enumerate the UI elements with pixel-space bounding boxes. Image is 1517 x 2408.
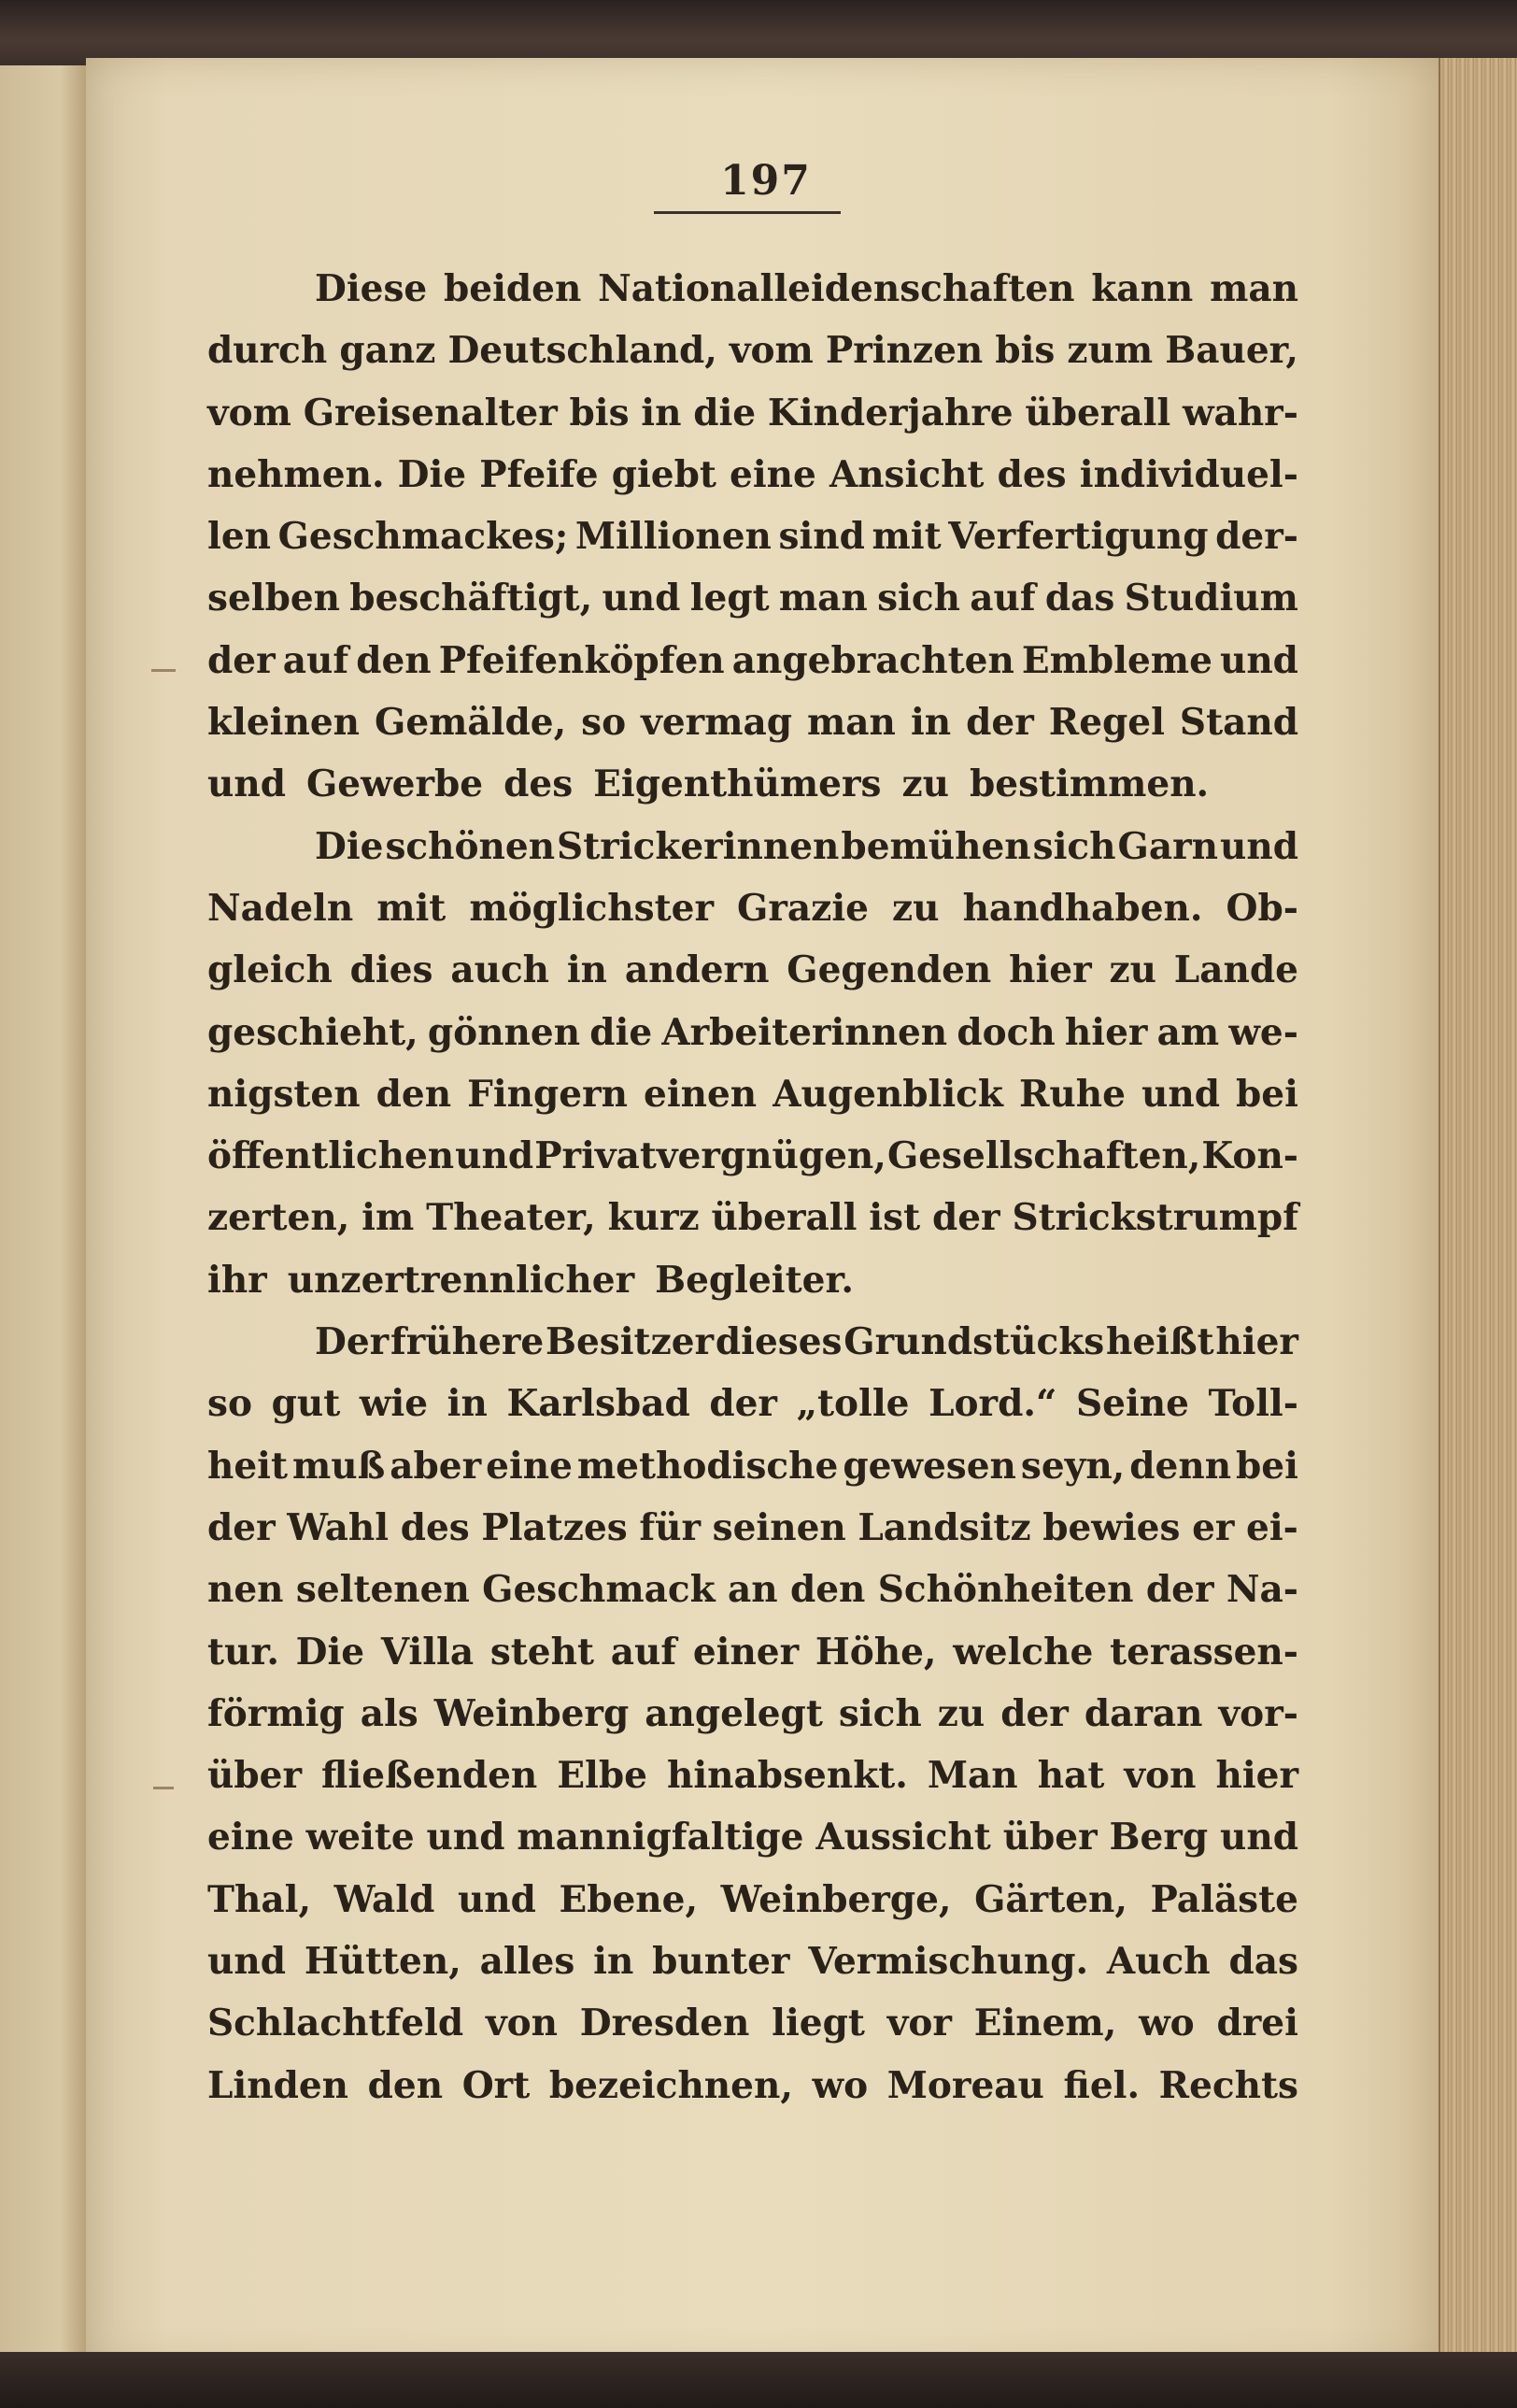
binding-bottom-edge bbox=[0, 2352, 1517, 2408]
word: möglichster bbox=[469, 886, 714, 930]
word: man bbox=[807, 701, 896, 745]
word: andern bbox=[624, 948, 770, 992]
word: Schlachtfeld bbox=[207, 2002, 464, 2045]
word: mannigfaltige bbox=[517, 1816, 804, 1859]
word: Nadeln bbox=[207, 886, 354, 930]
word: sich bbox=[838, 1691, 922, 1735]
word: individuel- bbox=[1079, 452, 1298, 496]
word: und bbox=[457, 1877, 536, 1921]
word: frühere bbox=[390, 1320, 545, 1364]
text-line bbox=[207, 1931, 1298, 1992]
word: selben bbox=[207, 577, 341, 620]
word: eine bbox=[730, 452, 816, 496]
word: Villa bbox=[380, 1630, 475, 1674]
word: Pfeife bbox=[479, 452, 599, 496]
word: handhaben. bbox=[962, 886, 1203, 930]
page-stack-edge bbox=[1439, 58, 1517, 2366]
word: ganz bbox=[339, 329, 436, 373]
word: angelegt bbox=[645, 1691, 823, 1735]
word: Weinberge, bbox=[720, 1877, 952, 1921]
word: Ob- bbox=[1226, 886, 1298, 930]
word: und bbox=[1220, 824, 1298, 868]
word: sind bbox=[778, 515, 865, 559]
word: Begleiter. bbox=[655, 1258, 854, 1302]
word: Rechts bbox=[1158, 2063, 1298, 2107]
word: das bbox=[1044, 577, 1115, 620]
word: von bbox=[1124, 1754, 1197, 1798]
word: ihr bbox=[207, 1258, 267, 1302]
word: man bbox=[778, 577, 868, 620]
text-line bbox=[207, 1559, 1298, 1620]
word: Arbeiterinnen bbox=[661, 1010, 948, 1054]
word: angebrachten bbox=[731, 638, 1014, 682]
text-line bbox=[207, 382, 1298, 444]
word: Kon- bbox=[1201, 1134, 1298, 1178]
text-line bbox=[207, 506, 1298, 567]
word: Prinzen bbox=[825, 329, 984, 373]
word: beschäftigt, bbox=[349, 577, 593, 620]
word: so bbox=[207, 1382, 252, 1426]
word: man bbox=[1210, 267, 1298, 310]
word: gleich bbox=[207, 948, 333, 992]
word: heit bbox=[207, 1444, 288, 1488]
word: Grundstücks bbox=[844, 1320, 1105, 1364]
word: we- bbox=[1228, 1010, 1298, 1054]
word: Strickerinnen bbox=[557, 824, 840, 868]
body-text bbox=[207, 258, 1298, 2116]
word: bestimmen. bbox=[969, 762, 1210, 806]
word: gewesen bbox=[843, 1444, 1016, 1488]
word: der bbox=[1145, 1568, 1214, 1612]
word: und bbox=[1220, 1816, 1298, 1859]
word: Der bbox=[315, 1320, 390, 1364]
word: Paläste bbox=[1150, 1877, 1298, 1921]
word: „tolle bbox=[796, 1382, 910, 1426]
text-line bbox=[207, 1249, 1298, 1311]
word: hier bbox=[1215, 1754, 1298, 1798]
margin-mark bbox=[153, 1787, 174, 1789]
text-line bbox=[207, 691, 1298, 753]
word: unzertrennlicher bbox=[287, 1258, 635, 1302]
margin-mark bbox=[151, 669, 176, 672]
word: die bbox=[589, 1010, 653, 1054]
text-line bbox=[207, 630, 1298, 691]
word: über bbox=[1002, 1816, 1098, 1859]
word: Greisenalter bbox=[303, 391, 558, 435]
word: förmig bbox=[207, 1691, 345, 1735]
word: hier bbox=[1009, 948, 1092, 992]
word: Gemälde, bbox=[375, 701, 567, 745]
word: zu bbox=[901, 762, 949, 806]
word: zu bbox=[892, 886, 940, 930]
word: der bbox=[1000, 1691, 1069, 1735]
word: muß bbox=[291, 1444, 386, 1488]
text-line bbox=[207, 816, 1298, 877]
word: Die bbox=[295, 1630, 365, 1674]
word: bunter bbox=[652, 1940, 790, 1984]
word: in bbox=[566, 948, 608, 992]
previous-page-edge bbox=[0, 65, 89, 2359]
text-line bbox=[207, 877, 1298, 939]
word: für bbox=[639, 1505, 702, 1549]
word: gönnen bbox=[427, 1010, 581, 1054]
word: terassen- bbox=[1110, 1630, 1298, 1674]
word: öffentlichen bbox=[207, 1134, 455, 1178]
text-line bbox=[207, 1187, 1298, 1248]
word: zerten, bbox=[207, 1196, 350, 1240]
word: Ansicht bbox=[829, 452, 985, 496]
word: überall bbox=[1025, 391, 1171, 435]
word: weite bbox=[305, 1816, 415, 1859]
text-line bbox=[207, 444, 1298, 506]
word: den bbox=[367, 2063, 444, 2107]
word: alles bbox=[479, 1940, 575, 1984]
word: Pfeifenköpfen bbox=[438, 638, 725, 682]
word: denn bbox=[1129, 1444, 1232, 1488]
word: geschieht, bbox=[207, 1010, 418, 1054]
word: Die bbox=[397, 452, 467, 496]
word: tur. bbox=[207, 1630, 279, 1674]
text-line bbox=[207, 1125, 1298, 1187]
word: Die bbox=[315, 824, 384, 868]
word: Bauer, bbox=[1165, 329, 1298, 373]
word: Karlsbad bbox=[506, 1382, 690, 1426]
word: Schönheiten bbox=[877, 1568, 1134, 1612]
word: Embleme bbox=[1021, 638, 1212, 682]
word: doch bbox=[957, 1010, 1056, 1054]
word: drei bbox=[1216, 2002, 1298, 2045]
text-line bbox=[207, 1683, 1298, 1745]
word: vor bbox=[886, 2002, 952, 2045]
word: bis bbox=[995, 329, 1056, 373]
word: Deutschland, bbox=[447, 329, 717, 373]
word: Regel bbox=[1048, 701, 1165, 745]
word: Lande bbox=[1173, 948, 1298, 992]
word: wo bbox=[1139, 2002, 1195, 2045]
word: bemühen bbox=[841, 824, 1031, 868]
text-line bbox=[207, 1311, 1298, 1373]
word: der bbox=[207, 1505, 276, 1549]
word: einer bbox=[692, 1630, 800, 1674]
word: des bbox=[400, 1505, 470, 1549]
word: er bbox=[1192, 1505, 1235, 1549]
word: welche bbox=[953, 1630, 1094, 1674]
word: die bbox=[693, 391, 757, 435]
word: so bbox=[581, 701, 627, 745]
word: Wahl bbox=[287, 1505, 390, 1549]
word: und bbox=[207, 762, 286, 806]
word: dies bbox=[349, 948, 433, 992]
text-line bbox=[207, 1063, 1298, 1125]
word: zu bbox=[1109, 948, 1156, 992]
word: in bbox=[910, 701, 952, 745]
word: Augenblick bbox=[773, 1072, 1003, 1116]
text-line bbox=[207, 1002, 1298, 1063]
word: an bbox=[727, 1568, 778, 1612]
word: auf bbox=[282, 638, 349, 682]
word: Platzes bbox=[481, 1505, 628, 1549]
word: der bbox=[931, 1196, 1000, 1240]
page-number-rule bbox=[654, 211, 841, 214]
word: Privatvergnügen, bbox=[534, 1134, 886, 1178]
word: daran bbox=[1084, 1691, 1203, 1735]
word: Ort bbox=[461, 2063, 531, 2107]
word: Thal, bbox=[207, 1877, 312, 1921]
word: bei bbox=[1236, 1444, 1298, 1488]
word: und bbox=[426, 1816, 505, 1859]
text-line bbox=[207, 939, 1298, 1001]
word: hier bbox=[1064, 1010, 1148, 1054]
word: kleinen bbox=[207, 701, 360, 745]
word: fließenden bbox=[321, 1754, 538, 1798]
word: fiel. bbox=[1063, 2063, 1141, 2107]
word: nehmen. bbox=[207, 452, 385, 496]
word: Strickstrumpf bbox=[1012, 1196, 1298, 1240]
text-line bbox=[207, 320, 1298, 381]
word: schönen bbox=[385, 824, 556, 868]
word: auch bbox=[450, 948, 550, 992]
word: der bbox=[207, 638, 276, 682]
word: dieses bbox=[715, 1320, 843, 1364]
word: Einem, bbox=[973, 2002, 1117, 2045]
word: Besitzer bbox=[546, 1320, 715, 1364]
word: aber bbox=[390, 1444, 482, 1488]
word: und bbox=[207, 1940, 286, 1984]
text-line bbox=[207, 258, 1298, 320]
word: als bbox=[360, 1691, 418, 1735]
word: giebt bbox=[611, 452, 716, 496]
word: steht bbox=[489, 1630, 594, 1674]
word: Stand bbox=[1179, 701, 1298, 745]
word: hier bbox=[1215, 1320, 1298, 1364]
word: Grazie bbox=[737, 886, 869, 930]
word: Landsitz bbox=[858, 1505, 1031, 1549]
word: Gegenden bbox=[787, 948, 992, 992]
word: Gesellschaften, bbox=[886, 1134, 1201, 1178]
word: bis bbox=[569, 391, 630, 435]
word: zum bbox=[1067, 329, 1154, 373]
word: Fingern bbox=[467, 1072, 628, 1116]
text-line bbox=[207, 1497, 1298, 1559]
text-line bbox=[207, 567, 1298, 629]
word: wahr- bbox=[1182, 391, 1298, 435]
text-line bbox=[207, 1373, 1298, 1434]
text-line bbox=[207, 1435, 1298, 1497]
word: mit bbox=[376, 886, 447, 930]
word: den bbox=[789, 1568, 866, 1612]
word: Aussicht bbox=[815, 1816, 991, 1859]
word: in bbox=[593, 1940, 634, 1984]
word: in bbox=[447, 1382, 488, 1426]
word: bezeichnen, bbox=[548, 2063, 793, 2107]
word: vom bbox=[729, 329, 814, 373]
word: zu bbox=[937, 1691, 985, 1735]
word: Gewerbe bbox=[305, 762, 484, 806]
text-line bbox=[207, 1745, 1298, 1806]
word: Na- bbox=[1226, 1568, 1298, 1612]
word: Dresden bbox=[579, 2002, 750, 2045]
word: Lord.“ bbox=[929, 1382, 1057, 1426]
word: nigsten bbox=[207, 1072, 361, 1116]
word: hinabsenkt. bbox=[667, 1754, 908, 1798]
text-line bbox=[207, 2055, 1298, 2116]
word: seltenen bbox=[295, 1568, 470, 1612]
word: das bbox=[1228, 1940, 1298, 1984]
word: gut bbox=[271, 1382, 341, 1426]
word: der- bbox=[1215, 515, 1298, 559]
word: auf bbox=[970, 577, 1036, 620]
word: und bbox=[455, 1134, 534, 1178]
word: Seine bbox=[1075, 1382, 1189, 1426]
word: Ebene, bbox=[559, 1877, 699, 1921]
word: ist bbox=[869, 1196, 921, 1240]
word: sich bbox=[877, 577, 960, 620]
text-line bbox=[207, 1869, 1298, 1931]
word: in bbox=[641, 391, 682, 435]
word: bewies bbox=[1042, 1505, 1181, 1549]
word: vor- bbox=[1218, 1691, 1298, 1735]
word: Höhe, bbox=[815, 1630, 937, 1674]
word: Eigenthümers bbox=[593, 762, 882, 806]
word: vermag bbox=[641, 701, 792, 745]
word: auf bbox=[610, 1630, 677, 1674]
word: im bbox=[362, 1196, 415, 1240]
word: methodische bbox=[576, 1444, 839, 1488]
word: Theater, bbox=[426, 1196, 596, 1240]
word: beiden bbox=[444, 267, 582, 310]
word: und bbox=[602, 577, 681, 620]
word: eine bbox=[207, 1816, 294, 1859]
word: einen bbox=[644, 1072, 758, 1116]
word: den bbox=[356, 638, 432, 682]
word: kurz bbox=[607, 1196, 700, 1240]
word: Millionen bbox=[574, 515, 772, 559]
word: ei- bbox=[1246, 1505, 1298, 1549]
word: bei bbox=[1236, 1072, 1298, 1116]
word: mit bbox=[872, 515, 942, 559]
word: Kinderjahre bbox=[767, 391, 1014, 435]
word: und bbox=[1219, 638, 1298, 682]
word: Diese bbox=[315, 267, 428, 310]
word: seinen bbox=[712, 1505, 846, 1549]
word: und bbox=[1141, 1072, 1220, 1116]
word: Moreau bbox=[886, 2063, 1044, 2107]
word: Elbe bbox=[557, 1754, 647, 1798]
word: heißt bbox=[1105, 1320, 1214, 1364]
word: Nationalleidenschaften bbox=[598, 267, 1075, 310]
word: der bbox=[709, 1382, 777, 1426]
word: Wald bbox=[333, 1877, 435, 1921]
word: den bbox=[376, 1072, 452, 1116]
word: Man bbox=[927, 1754, 1018, 1798]
text-line bbox=[207, 1621, 1298, 1683]
word: Garn bbox=[1117, 824, 1219, 868]
word: wo bbox=[812, 2063, 869, 2107]
word: Gärten, bbox=[974, 1877, 1127, 1921]
word: des bbox=[503, 762, 574, 806]
word: Toll- bbox=[1208, 1382, 1298, 1426]
word: seyn, bbox=[1020, 1444, 1126, 1488]
word: der bbox=[966, 701, 1034, 745]
text-line bbox=[207, 1806, 1298, 1868]
text-line bbox=[207, 753, 1298, 815]
word: Weinberg bbox=[433, 1691, 630, 1735]
word: Hütten, bbox=[304, 1940, 461, 1984]
word: nen bbox=[207, 1568, 284, 1612]
word: liegt bbox=[772, 2002, 865, 2045]
text-line bbox=[207, 1992, 1298, 2054]
word: legt bbox=[689, 577, 770, 620]
word: von bbox=[485, 2002, 558, 2045]
word: am bbox=[1156, 1010, 1220, 1054]
word: wie bbox=[359, 1382, 429, 1426]
word: vom bbox=[207, 391, 291, 435]
word: überall bbox=[711, 1196, 858, 1240]
word: Verfertigung bbox=[948, 515, 1209, 559]
word: Ruhe bbox=[1019, 1072, 1126, 1116]
word: kann bbox=[1091, 267, 1194, 310]
word: Studium bbox=[1124, 577, 1298, 620]
word: hat bbox=[1037, 1754, 1105, 1798]
word: Geschmackes; bbox=[277, 515, 569, 559]
word: Vermischung. bbox=[808, 1940, 1089, 1984]
word: Auch bbox=[1106, 1940, 1211, 1984]
word: eine bbox=[486, 1444, 573, 1488]
page-number: 197 bbox=[720, 157, 812, 205]
word: sich bbox=[1032, 824, 1116, 868]
word: len bbox=[207, 515, 271, 559]
word: über bbox=[207, 1754, 302, 1798]
word: des bbox=[997, 452, 1067, 496]
word: durch bbox=[207, 329, 328, 373]
word: Linden bbox=[207, 2063, 349, 2107]
word: Geschmack bbox=[482, 1568, 716, 1612]
word: Berg bbox=[1109, 1816, 1209, 1859]
